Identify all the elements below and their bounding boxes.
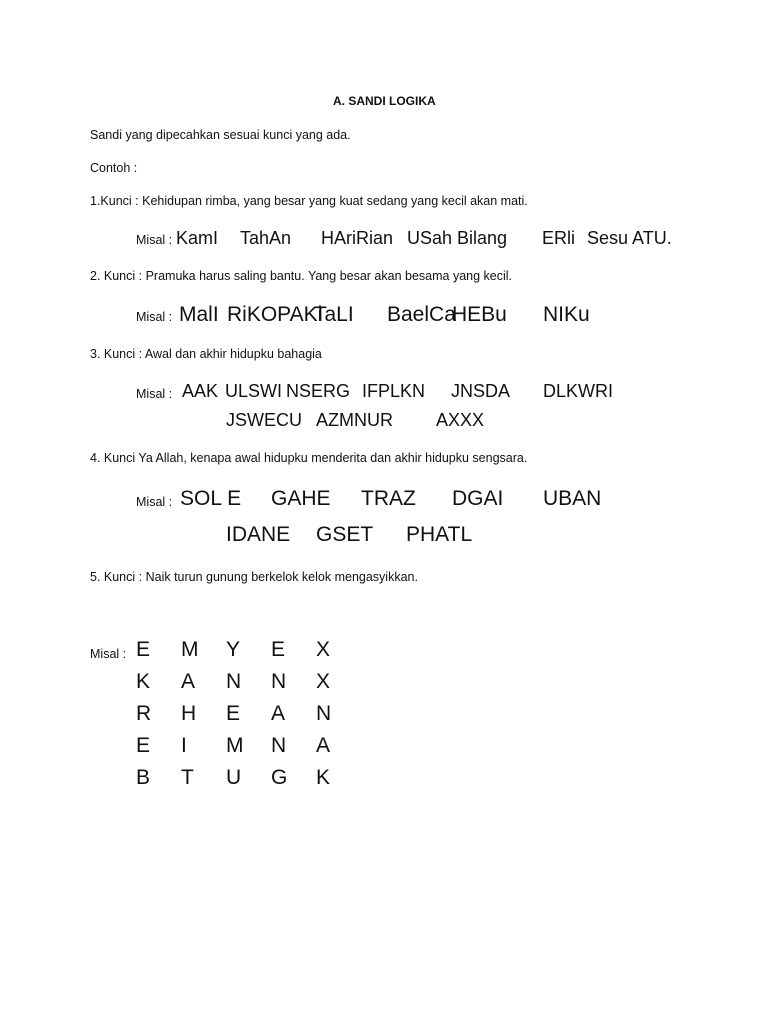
grid-cell: T xyxy=(181,766,194,789)
item-1-misal-label: Misal : xyxy=(136,233,173,247)
grid-cell: U xyxy=(226,766,242,789)
grid-cell: I xyxy=(181,734,187,757)
item-2-word: NIKu xyxy=(543,303,590,326)
grid-cell: R xyxy=(136,702,152,725)
item-2-misal-label: Misal : xyxy=(136,310,173,324)
grid-cell: A xyxy=(316,734,331,757)
grid-cell: A xyxy=(181,670,196,693)
grid-cell: B xyxy=(136,766,151,789)
item-2-word: BaelCa xyxy=(387,303,456,326)
item-2-word: TaLI xyxy=(314,303,354,326)
item-4-word: IDANE xyxy=(226,523,291,546)
grid-cell: E xyxy=(136,638,151,661)
grid-cell: N xyxy=(226,670,242,693)
item-1-key: 1.Kunci : Kehidupan rimba, yang besar yang kuat sedang yang kecil akan mati. xyxy=(90,194,528,208)
grid-cell: A xyxy=(271,702,286,725)
item-4-word: GAHE xyxy=(271,487,331,510)
item-2-key: 2. Kunci : Pramuka harus saling bantu. Yang besar akan besama yang kecil. xyxy=(90,269,513,283)
item-3-word: NSERG xyxy=(286,381,351,401)
item-3-word: DLKWRI xyxy=(543,381,614,401)
item-2-word: MalI xyxy=(179,303,219,326)
item-5-key: 5. Kunci : Naik turun gunung berkelok kelok mengasyikkan. xyxy=(90,570,418,584)
item-1-word: Sesu ATU. xyxy=(587,228,672,248)
item-4-word: SOL E xyxy=(180,487,242,510)
grid-cell: E xyxy=(226,702,241,725)
item-3-word: IFPLKN xyxy=(362,381,426,401)
item-3-key: 3. Kunci : Awal dan akhir hidupku bahagia xyxy=(90,347,322,361)
grid-cell: X xyxy=(316,638,331,661)
item-4-word: UBAN xyxy=(543,487,602,510)
page-title: A. SANDI LOGIKA xyxy=(333,94,436,108)
item-3-word: JSWECU xyxy=(226,410,302,430)
item-4-key: 4. Kunci Ya Allah, kenapa awal hidupku menderita dan akhir hidupku sengsara. xyxy=(90,451,528,465)
item-4-word: DGAI xyxy=(452,487,504,510)
grid-cell: M xyxy=(226,734,244,757)
item-3-word: AZMNUR xyxy=(316,410,393,430)
item-1-word: KamI xyxy=(176,228,219,248)
item-3-word: ULSWI xyxy=(225,381,283,401)
grid-cell: N xyxy=(271,670,287,693)
item-3-word: AXXX xyxy=(436,410,485,430)
grid-cell: N xyxy=(316,702,332,725)
grid-cell: X xyxy=(316,670,331,693)
grid-cell: E xyxy=(271,638,286,661)
item-1-word: TahAn xyxy=(240,228,292,248)
item-4-word: TRAZ xyxy=(361,487,416,510)
item-1-word: HAriRian xyxy=(321,228,394,248)
item-1-word: USah Bilang xyxy=(407,228,508,248)
item-5-misal-label: Misal : xyxy=(90,647,127,661)
item-3-word: JNSDA xyxy=(451,381,511,401)
item-2-word: HEBu xyxy=(452,303,507,326)
intro-text: Sandi yang dipecahkan sesuai kunci yang ada. xyxy=(90,128,351,142)
item-4-word: PHATL xyxy=(406,523,473,546)
item-2-word: RiKOPAKi xyxy=(227,303,323,326)
item-3-word: AAK xyxy=(182,381,219,401)
item-1-word: ERli xyxy=(542,228,576,248)
grid-cell: E xyxy=(136,734,151,757)
grid-cell: K xyxy=(136,670,151,693)
grid-cell: N xyxy=(271,734,287,757)
grid-cell: Y xyxy=(226,638,241,661)
item-4-word: GSET xyxy=(316,523,374,546)
grid-cell: H xyxy=(181,702,197,725)
item-4-misal-label: Misal : xyxy=(136,495,173,509)
example-label: Contoh : xyxy=(90,161,138,175)
grid-cell: M xyxy=(181,638,199,661)
item-3-misal-label: Misal : xyxy=(136,387,173,401)
grid-cell: K xyxy=(316,766,331,789)
grid-cell: G xyxy=(271,766,288,789)
